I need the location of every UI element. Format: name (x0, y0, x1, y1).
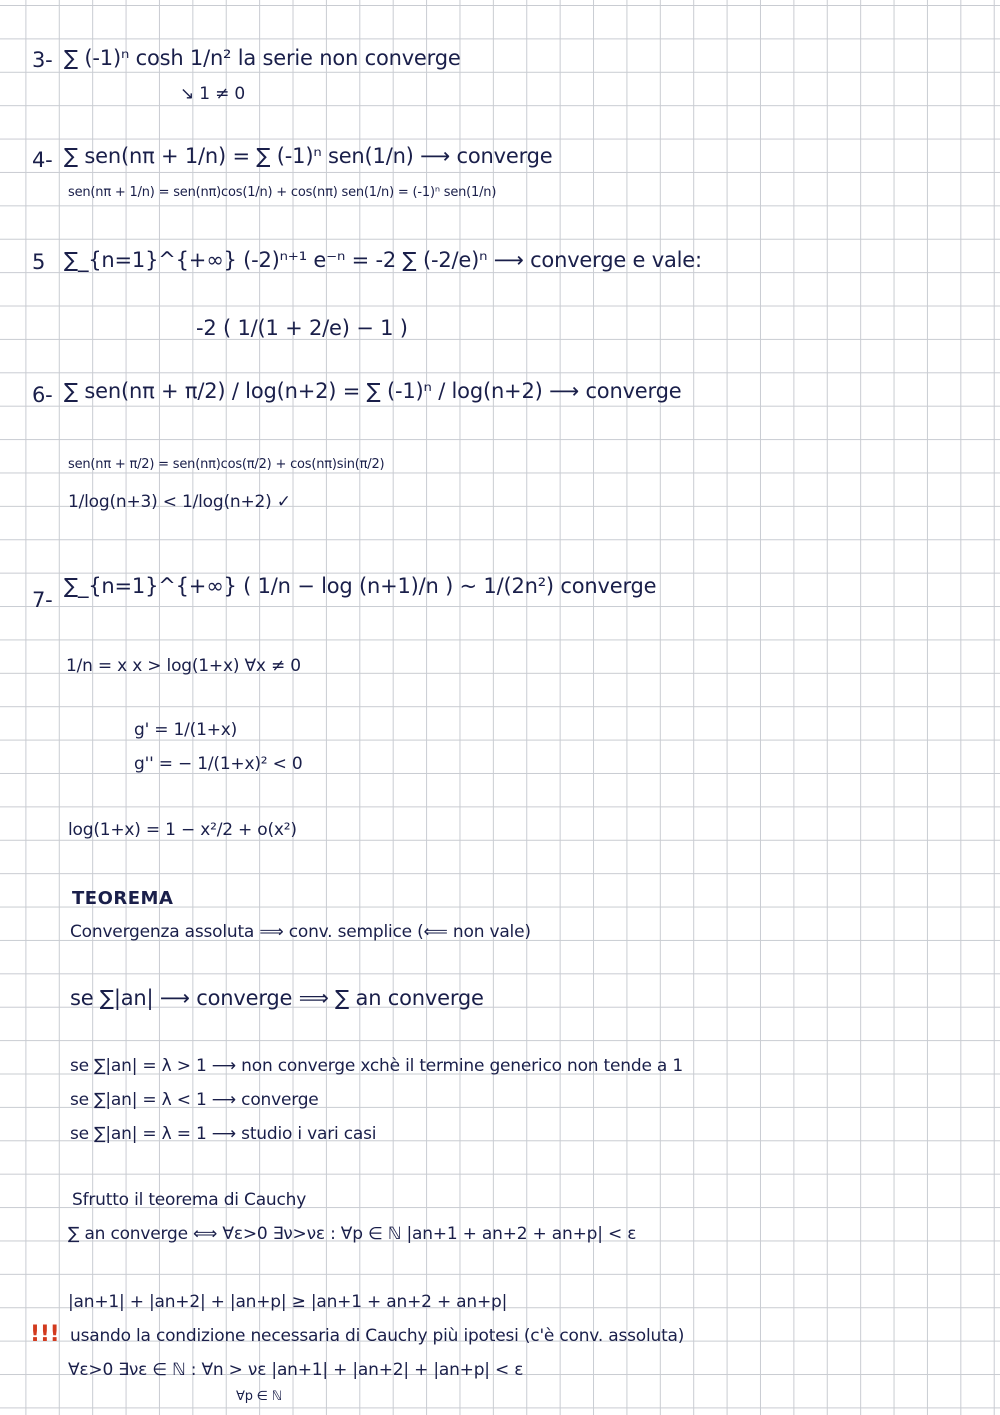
second-derivative: g'' = − 1/(1+x)² < 0 (134, 754, 303, 774)
theorem-case-converge: se ∑|an| ⟶ converge ⟹ ∑ an converge (70, 986, 484, 1010)
exercise-4-series: ∑ sen(nπ + 1/n) = ∑ (-1)ⁿ sen(1/n) ⟶ converge (64, 144, 553, 168)
exercise-4-expansion: sen(nπ + 1/n) = sen(nπ)cos(1/n) + cos(nπ) sen(1/n) = (-1)ⁿ sen(1/n) (68, 185, 497, 200)
exercise-6-expansion: sen(nπ + π/2) = sen(nπ)cos(π/2) + cos(nπ)sin(π/2) (68, 457, 385, 472)
exercise-5-number: 5 (32, 250, 46, 274)
triangle-inequality: |an+1| + |an+2| + |an+p| ≥ |an+1 + an+2 + an+p| (68, 1292, 508, 1312)
exercise-6-series: ∑ sen(nπ + π/2) / log(n+2) = ∑ (-1)ⁿ / log(n+2) ⟶ converge (64, 379, 682, 403)
cauchy-conclusion: ∀ε>0 ∃νε ∈ ℕ : ∀n > νε |an+1| + |an+2| + |an+p| < ε (68, 1360, 524, 1380)
theorem-case-less: se ∑|an| = λ < 1 ⟶ converge (70, 1090, 319, 1110)
cauchy-conclusion-quantifier: ∀p ∈ ℕ (236, 1389, 282, 1404)
cauchy-intro: Sfrutto il teorema di Cauchy (72, 1190, 307, 1210)
theorem-statement: Convergenza assoluta ⟹ conv. semplice (⟸ non vale) (70, 922, 531, 942)
exercise-7-substitution: 1/n = x x > log(1+x) ∀x ≠ 0 (66, 656, 301, 676)
exercise-7-series: ∑_{n=1}^{+∞} ( 1/n − log (n+1)/n ) ~ 1/(2n²) converge (64, 574, 657, 598)
cauchy-condition: ∑ an converge ⟺ ∀ε>0 ∃ν>νε : ∀p ∈ ℕ |an+1 + an+2 + an+p| < ε (68, 1224, 637, 1244)
cauchy-usage: usando la condizione necessaria di Cauchy più ipotesi (c'è conv. assoluta) (70, 1326, 685, 1346)
exercise-7-number: 7- (32, 588, 53, 612)
taylor-expansion: log(1+x) = 1 − x²/2 + o(x²) (68, 820, 297, 840)
warning-mark: !!! (30, 1322, 60, 1347)
exercise-4-number: 4- (32, 148, 53, 172)
exercise-5-series: ∑_{n=1}^{+∞} (-2)ⁿ⁺¹ e⁻ⁿ = -2 ∑ (-2/e)ⁿ ⟶ converge e vale: (64, 248, 702, 272)
theorem-case-greater: se ∑|an| = λ > 1 ⟶ non converge xchè il termine generico non tende a 1 (70, 1056, 683, 1076)
theorem-case-equal: se ∑|an| = λ = 1 ⟶ studio i vari casi (70, 1124, 377, 1144)
exercise-3-number: 3- (32, 48, 53, 72)
first-derivative: g' = 1/(1+x) (134, 720, 238, 740)
exercise-5-sum-value: -2 ( 1/(1 + 2/e) − 1 ) (196, 316, 408, 340)
theorem-title: TEOREMA (72, 888, 174, 909)
exercise-3-series: ∑ (-1)ⁿ cosh 1/n² la serie non converge (64, 46, 461, 70)
exercise-6-comparison: 1/log(n+3) < 1/log(n+2) ✓ (68, 492, 291, 512)
exercise-6-number: 6- (32, 383, 53, 407)
exercise-3-limit-note: ↘ 1 ≠ 0 (180, 84, 245, 104)
